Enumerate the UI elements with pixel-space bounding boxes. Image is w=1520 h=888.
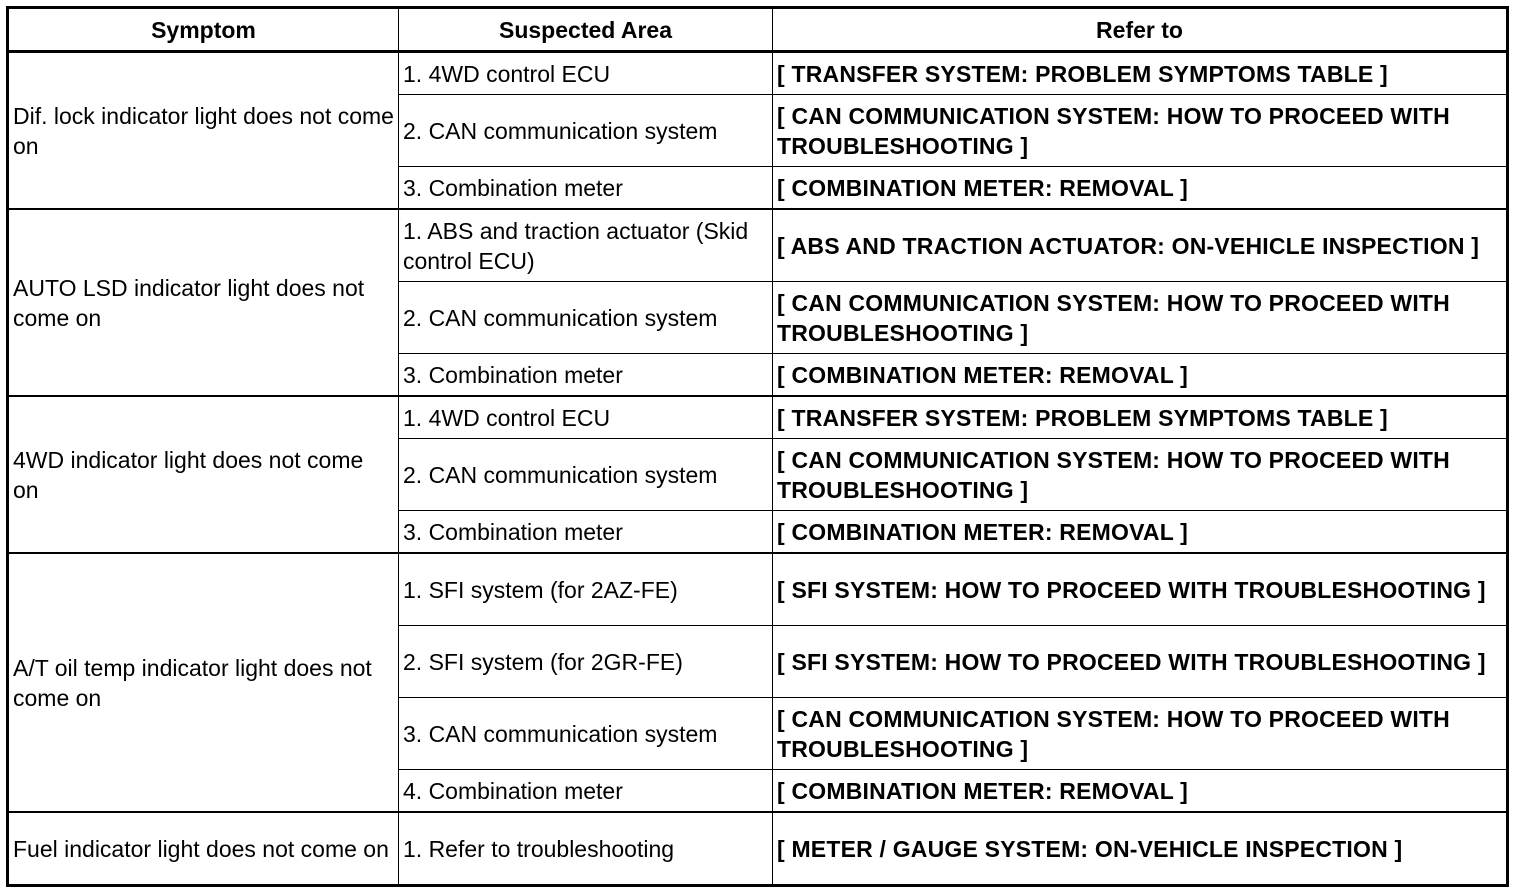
table-row — [8, 553, 1508, 626]
table-row — [8, 396, 1508, 439]
symptom-cell: 4WD indicator light does not come on — [8, 396, 399, 553]
suspected-area-cell: 2. CAN communication system — [399, 282, 773, 354]
refer-to-link[interactable]: [ COMBINATION METER: REMOVAL ] — [773, 511, 1508, 554]
refer-to-link[interactable]: [ CAN COMMUNICATION SYSTEM: HOW TO PROCEED WITH TROUBLESHOOTING ] — [773, 95, 1508, 167]
refer-to-link[interactable]: [ SFI SYSTEM: HOW TO PROCEED WITH TROUBLESHOOTING ] — [773, 553, 1508, 626]
header-symptom: Symptom — [8, 8, 399, 52]
suspected-area-cell: 3. Combination meter — [399, 354, 773, 397]
refer-to-link[interactable]: [ COMBINATION METER: REMOVAL ] — [773, 354, 1508, 397]
problem-symptoms-table — [6, 6, 1509, 887]
table-row — [8, 52, 1508, 95]
refer-to-link[interactable]: [ COMBINATION METER: REMOVAL ] — [773, 167, 1508, 210]
symptom-cell: A/T oil temp indicator light does not come on — [8, 553, 399, 812]
refer-to-link[interactable]: [ ABS AND TRACTION ACTUATOR: ON-VEHICLE INSPECTION ] — [773, 209, 1508, 282]
suspected-area-cell: 2. SFI system (for 2GR-FE) — [399, 626, 773, 698]
refer-to-link[interactable]: [ COMBINATION METER: REMOVAL ] — [773, 770, 1508, 813]
suspected-area-cell: 3. Combination meter — [399, 167, 773, 210]
refer-to-link[interactable]: [ TRANSFER SYSTEM: PROBLEM SYMPTOMS TABLE ] — [773, 396, 1508, 439]
symptom-cell: AUTO LSD indicator light does not come on — [8, 209, 399, 396]
suspected-area-cell: 1. 4WD control ECU — [399, 52, 773, 95]
header-refer-to: Refer to — [773, 8, 1508, 52]
table-row — [8, 209, 1508, 282]
suspected-area-cell: 3. CAN communication system — [399, 698, 773, 770]
refer-to-link[interactable]: [ METER / GAUGE SYSTEM: ON-VEHICLE INSPECTION ] — [773, 812, 1508, 886]
symptom-cell: Dif. lock indicator light does not come on — [8, 52, 399, 210]
suspected-area-cell: 1. ABS and traction actuator (Skid control ECU) — [399, 209, 773, 282]
suspected-area-cell: 2. CAN communication system — [399, 95, 773, 167]
suspected-area-cell: 1. SFI system (for 2AZ-FE) — [399, 553, 773, 626]
header-row — [8, 8, 1508, 52]
symptom-cell: Fuel indicator light does not come on — [8, 812, 399, 886]
refer-to-link[interactable]: [ SFI SYSTEM: HOW TO PROCEED WITH TROUBLESHOOTING ] — [773, 626, 1508, 698]
refer-to-link[interactable]: [ CAN COMMUNICATION SYSTEM: HOW TO PROCEED WITH TROUBLESHOOTING ] — [773, 698, 1508, 770]
refer-to-link[interactable]: [ CAN COMMUNICATION SYSTEM: HOW TO PROCEED WITH TROUBLESHOOTING ] — [773, 439, 1508, 511]
refer-to-link[interactable]: [ TRANSFER SYSTEM: PROBLEM SYMPTOMS TABLE ] — [773, 52, 1508, 95]
suspected-area-cell: 1. Refer to troubleshooting — [399, 812, 773, 886]
table-row — [8, 812, 1508, 886]
suspected-area-cell: 3. Combination meter — [399, 511, 773, 554]
suspected-area-cell: 4. Combination meter — [399, 770, 773, 813]
suspected-area-cell: 2. CAN communication system — [399, 439, 773, 511]
header-suspected-area: Suspected Area — [399, 8, 773, 52]
refer-to-link[interactable]: [ CAN COMMUNICATION SYSTEM: HOW TO PROCEED WITH TROUBLESHOOTING ] — [773, 282, 1508, 354]
suspected-area-cell: 1. 4WD control ECU — [399, 396, 773, 439]
